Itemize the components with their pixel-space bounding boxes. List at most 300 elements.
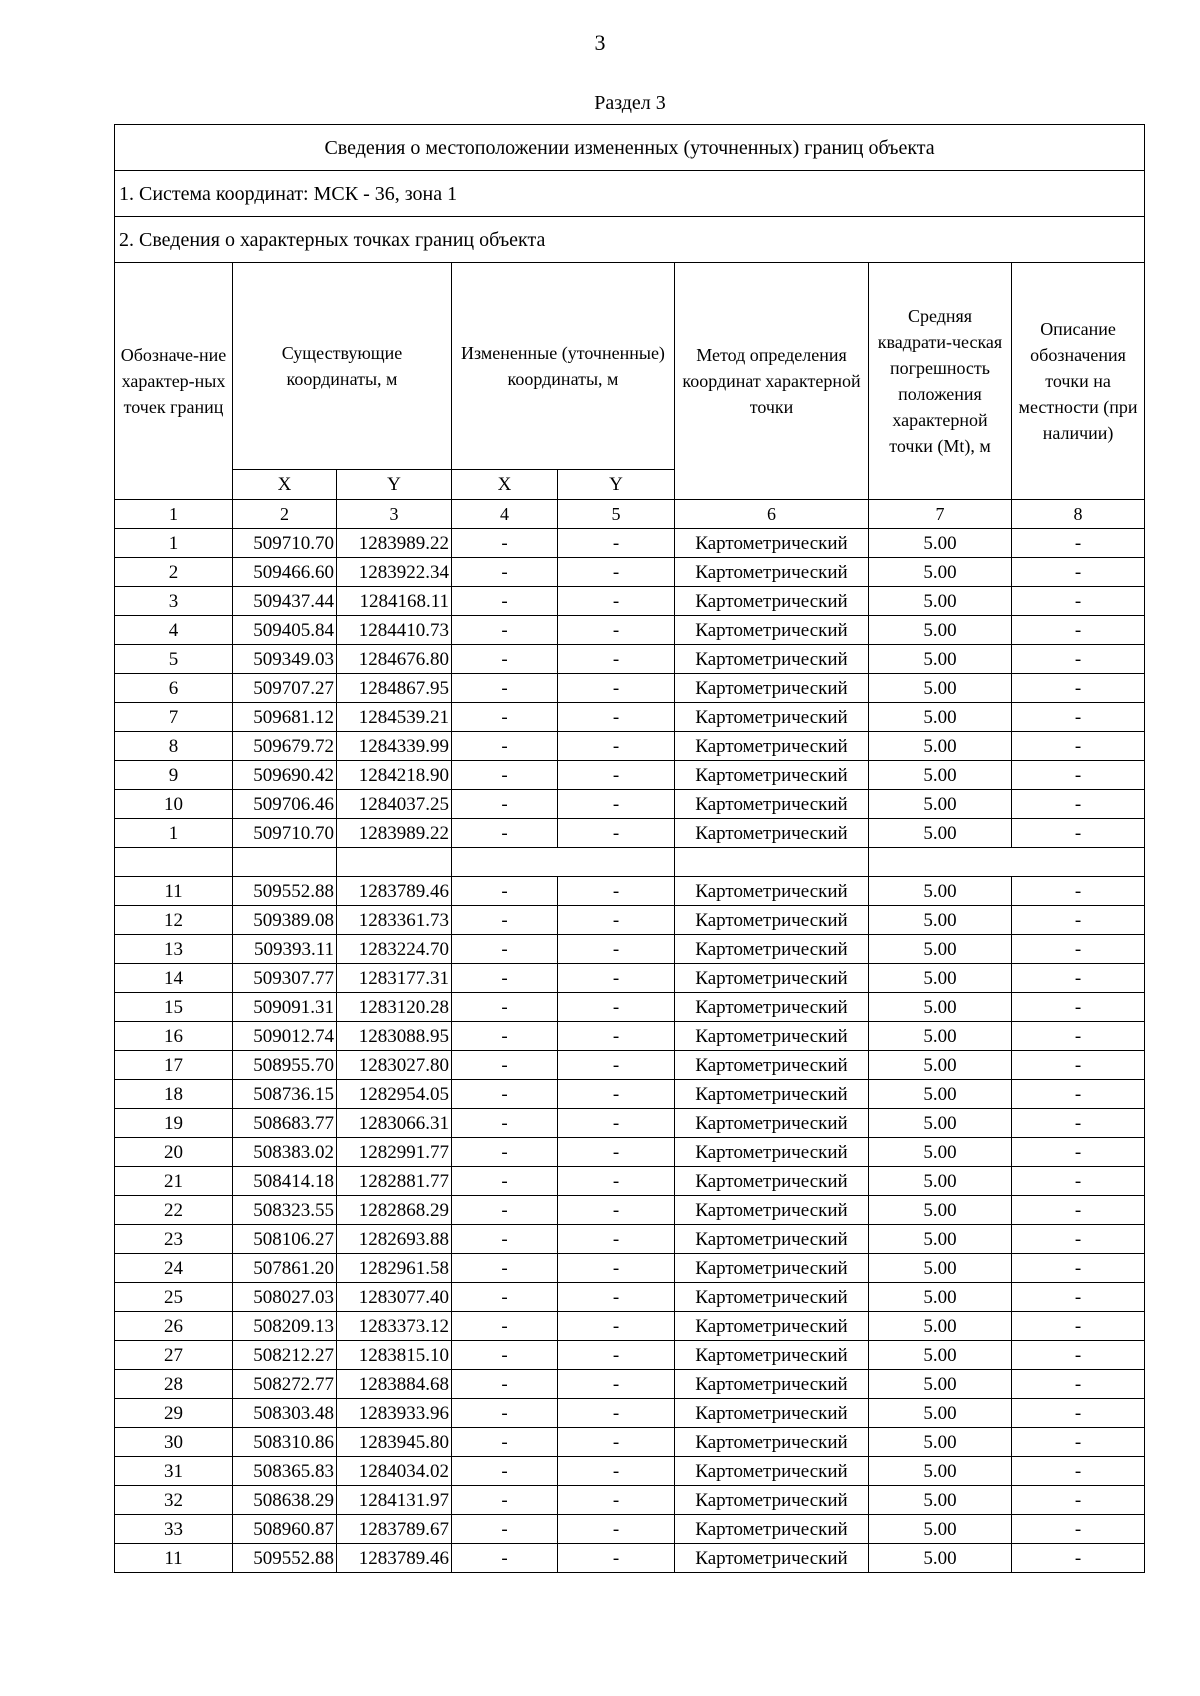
existing-x: 509393.11 bbox=[233, 935, 337, 964]
method: Картометрический bbox=[675, 1080, 869, 1109]
existing-x: 508303.48 bbox=[233, 1399, 337, 1428]
header-method: Метод определения координат характерной точки bbox=[675, 263, 869, 500]
column-number: 1 bbox=[115, 500, 233, 529]
mt-value: 5.00 bbox=[869, 964, 1012, 993]
existing-y: 1284410.73 bbox=[337, 616, 452, 645]
changed-x: - bbox=[452, 819, 558, 848]
table-row bbox=[115, 935, 1145, 964]
changed-x: - bbox=[452, 877, 558, 906]
existing-y: 1282991.77 bbox=[337, 1138, 452, 1167]
existing-y: 1283789.46 bbox=[337, 1544, 452, 1573]
description: - bbox=[1012, 935, 1145, 964]
method: Картометрический bbox=[675, 1138, 869, 1167]
table-row bbox=[115, 732, 1145, 761]
points-info-heading: 2. Сведения о характерных точках границ объекта bbox=[115, 217, 1145, 263]
description: - bbox=[1012, 906, 1145, 935]
changed-x: - bbox=[452, 1457, 558, 1486]
mt-value: 5.00 bbox=[869, 1544, 1012, 1573]
mt-value: 5.00 bbox=[869, 587, 1012, 616]
description: - bbox=[1012, 1428, 1145, 1457]
method: Картометрический bbox=[675, 1544, 869, 1573]
mt-value: 5.00 bbox=[869, 732, 1012, 761]
changed-x: - bbox=[452, 1428, 558, 1457]
existing-y: 1284131.97 bbox=[337, 1486, 452, 1515]
method: Картометрический bbox=[675, 558, 869, 587]
table-row bbox=[115, 587, 1145, 616]
point-id: 6 bbox=[115, 674, 233, 703]
point-id: 22 bbox=[115, 1196, 233, 1225]
description: - bbox=[1012, 1225, 1145, 1254]
changed-x: - bbox=[452, 1225, 558, 1254]
existing-x: 509690.42 bbox=[233, 761, 337, 790]
header-error: Средняя квадрати-ческая погрешность положения характерной точки (Mt), м bbox=[869, 263, 1012, 500]
changed-x: - bbox=[452, 1283, 558, 1312]
mt-value: 5.00 bbox=[869, 1225, 1012, 1254]
existing-x: 508955.70 bbox=[233, 1051, 337, 1080]
changed-x: - bbox=[452, 558, 558, 587]
description: - bbox=[1012, 587, 1145, 616]
empty-cell bbox=[233, 848, 337, 877]
table-row bbox=[115, 674, 1145, 703]
point-id: 23 bbox=[115, 1225, 233, 1254]
description: - bbox=[1012, 1515, 1145, 1544]
method: Картометрический bbox=[675, 1167, 869, 1196]
mt-value: 5.00 bbox=[869, 1370, 1012, 1399]
table-row bbox=[115, 1022, 1145, 1051]
mt-value: 5.00 bbox=[869, 877, 1012, 906]
changed-x: - bbox=[452, 1254, 558, 1283]
column-number: 5 bbox=[558, 500, 675, 529]
existing-x: 508323.55 bbox=[233, 1196, 337, 1225]
changed-x: - bbox=[452, 1196, 558, 1225]
changed-x: - bbox=[452, 674, 558, 703]
existing-x: 509091.31 bbox=[233, 993, 337, 1022]
changed-y: - bbox=[558, 587, 675, 616]
method: Картометрический bbox=[675, 993, 869, 1022]
header-changed-y: Y bbox=[558, 470, 675, 500]
description: - bbox=[1012, 616, 1145, 645]
boundary-points-table bbox=[114, 124, 1145, 1573]
mt-value: 5.00 bbox=[869, 1457, 1012, 1486]
description: - bbox=[1012, 645, 1145, 674]
changed-x: - bbox=[452, 703, 558, 732]
existing-x: 508383.02 bbox=[233, 1138, 337, 1167]
changed-x: - bbox=[452, 1138, 558, 1167]
existing-x: 508365.83 bbox=[233, 1457, 337, 1486]
empty-cell bbox=[869, 848, 1145, 877]
table-row bbox=[115, 1254, 1145, 1283]
point-id: 28 bbox=[115, 1370, 233, 1399]
existing-y: 1284676.80 bbox=[337, 645, 452, 674]
header-changed-coordinates: Измененные (уточненные) координаты, м bbox=[452, 263, 675, 470]
column-number: 4 bbox=[452, 500, 558, 529]
mt-value: 5.00 bbox=[869, 1341, 1012, 1370]
point-id: 33 bbox=[115, 1515, 233, 1544]
point-id: 24 bbox=[115, 1254, 233, 1283]
existing-y: 1283789.46 bbox=[337, 877, 452, 906]
mt-value: 5.00 bbox=[869, 674, 1012, 703]
mt-value: 5.00 bbox=[869, 1283, 1012, 1312]
point-id: 1 bbox=[115, 529, 233, 558]
mt-value: 5.00 bbox=[869, 993, 1012, 1022]
existing-x: 508027.03 bbox=[233, 1283, 337, 1312]
point-id: 11 bbox=[115, 1544, 233, 1573]
changed-y: - bbox=[558, 645, 675, 674]
existing-y: 1284867.95 bbox=[337, 674, 452, 703]
table-row bbox=[115, 1109, 1145, 1138]
mt-value: 5.00 bbox=[869, 1196, 1012, 1225]
existing-y: 1283933.96 bbox=[337, 1399, 452, 1428]
table-row bbox=[115, 645, 1145, 674]
mt-value: 5.00 bbox=[869, 1254, 1012, 1283]
description: - bbox=[1012, 674, 1145, 703]
mt-value: 5.00 bbox=[869, 703, 1012, 732]
header-changed-x: X bbox=[452, 470, 558, 500]
method: Картометрический bbox=[675, 703, 869, 732]
existing-y: 1284168.11 bbox=[337, 587, 452, 616]
changed-y: - bbox=[558, 732, 675, 761]
changed-y: - bbox=[558, 1080, 675, 1109]
changed-y: - bbox=[558, 1341, 675, 1370]
changed-y: - bbox=[558, 906, 675, 935]
changed-x: - bbox=[452, 1022, 558, 1051]
section-title: Раздел 3 bbox=[594, 92, 666, 114]
method: Картометрический bbox=[675, 1486, 869, 1515]
method: Картометрический bbox=[675, 906, 869, 935]
existing-x: 509466.60 bbox=[233, 558, 337, 587]
changed-y: - bbox=[558, 1486, 675, 1515]
table-row bbox=[115, 1544, 1145, 1573]
table-row bbox=[115, 1370, 1145, 1399]
method: Картометрический bbox=[675, 674, 869, 703]
existing-x: 507861.20 bbox=[233, 1254, 337, 1283]
changed-x: - bbox=[452, 1544, 558, 1573]
method: Картометрический bbox=[675, 761, 869, 790]
description: - bbox=[1012, 1022, 1145, 1051]
point-id: 15 bbox=[115, 993, 233, 1022]
description: - bbox=[1012, 558, 1145, 587]
changed-y: - bbox=[558, 1225, 675, 1254]
table-row bbox=[115, 1225, 1145, 1254]
changed-y: - bbox=[558, 1457, 675, 1486]
point-id: 1 bbox=[115, 819, 233, 848]
point-id: 18 bbox=[115, 1080, 233, 1109]
point-id: 19 bbox=[115, 1109, 233, 1138]
description: - bbox=[1012, 1283, 1145, 1312]
changed-y: - bbox=[558, 964, 675, 993]
mt-value: 5.00 bbox=[869, 790, 1012, 819]
changed-x: - bbox=[452, 1109, 558, 1138]
description: - bbox=[1012, 877, 1145, 906]
point-id: 2 bbox=[115, 558, 233, 587]
changed-y: - bbox=[558, 1312, 675, 1341]
description: - bbox=[1012, 1312, 1145, 1341]
mt-value: 5.00 bbox=[869, 1138, 1012, 1167]
existing-x: 509552.88 bbox=[233, 1544, 337, 1573]
changed-y: - bbox=[558, 1051, 675, 1080]
mt-value: 5.00 bbox=[869, 616, 1012, 645]
point-id: 30 bbox=[115, 1428, 233, 1457]
existing-x: 508414.18 bbox=[233, 1167, 337, 1196]
changed-y: - bbox=[558, 935, 675, 964]
description: - bbox=[1012, 1457, 1145, 1486]
changed-y: - bbox=[558, 1109, 675, 1138]
changed-y: - bbox=[558, 1544, 675, 1573]
method: Картометрический bbox=[675, 1399, 869, 1428]
table-row bbox=[115, 558, 1145, 587]
separator-row bbox=[115, 848, 1145, 877]
header-designation: Обозначе-ние характер-ных точек границ bbox=[115, 263, 233, 500]
method: Картометрический bbox=[675, 645, 869, 674]
table-row bbox=[115, 1399, 1145, 1428]
changed-x: - bbox=[452, 1399, 558, 1428]
table-row bbox=[115, 1283, 1145, 1312]
existing-y: 1283789.67 bbox=[337, 1515, 452, 1544]
table-row bbox=[115, 1515, 1145, 1544]
point-id: 14 bbox=[115, 964, 233, 993]
mt-value: 5.00 bbox=[869, 1080, 1012, 1109]
description: - bbox=[1012, 1370, 1145, 1399]
mt-value: 5.00 bbox=[869, 645, 1012, 674]
existing-y: 1283120.28 bbox=[337, 993, 452, 1022]
existing-y: 1283989.22 bbox=[337, 529, 452, 558]
description: - bbox=[1012, 761, 1145, 790]
point-id: 16 bbox=[115, 1022, 233, 1051]
mt-value: 5.00 bbox=[869, 1167, 1012, 1196]
description: - bbox=[1012, 529, 1145, 558]
existing-x: 508683.77 bbox=[233, 1109, 337, 1138]
existing-x: 509389.08 bbox=[233, 906, 337, 935]
changed-y: - bbox=[558, 1370, 675, 1399]
existing-x: 508638.29 bbox=[233, 1486, 337, 1515]
existing-y: 1283027.80 bbox=[337, 1051, 452, 1080]
method: Картометрический bbox=[675, 1196, 869, 1225]
description: - bbox=[1012, 1196, 1145, 1225]
column-number: 2 bbox=[233, 500, 337, 529]
description: - bbox=[1012, 1051, 1145, 1080]
method: Картометрический bbox=[675, 877, 869, 906]
table-row bbox=[115, 761, 1145, 790]
table-row bbox=[115, 964, 1145, 993]
header-existing-coordinates: Существующие координаты, м bbox=[233, 263, 452, 470]
mt-value: 5.00 bbox=[869, 1515, 1012, 1544]
changed-y: - bbox=[558, 877, 675, 906]
method: Картометрический bbox=[675, 1051, 869, 1080]
changed-x: - bbox=[452, 616, 558, 645]
mt-value: 5.00 bbox=[869, 558, 1012, 587]
table-row bbox=[115, 616, 1145, 645]
point-id: 11 bbox=[115, 877, 233, 906]
table-row bbox=[115, 1167, 1145, 1196]
changed-x: - bbox=[452, 1515, 558, 1544]
mt-value: 5.00 bbox=[869, 1051, 1012, 1080]
description: - bbox=[1012, 819, 1145, 848]
table-row bbox=[115, 877, 1145, 906]
table-row bbox=[115, 819, 1145, 848]
point-id: 9 bbox=[115, 761, 233, 790]
mt-value: 5.00 bbox=[869, 819, 1012, 848]
empty-cell bbox=[337, 848, 452, 877]
changed-y: - bbox=[558, 790, 675, 819]
existing-y: 1283077.40 bbox=[337, 1283, 452, 1312]
changed-y: - bbox=[558, 616, 675, 645]
mt-value: 5.00 bbox=[869, 935, 1012, 964]
changed-y: - bbox=[558, 819, 675, 848]
point-id: 17 bbox=[115, 1051, 233, 1080]
mt-value: 5.00 bbox=[869, 761, 1012, 790]
column-number: 3 bbox=[337, 500, 452, 529]
changed-y: - bbox=[558, 1196, 675, 1225]
method: Картометрический bbox=[675, 529, 869, 558]
changed-y: - bbox=[558, 1399, 675, 1428]
existing-x: 508212.27 bbox=[233, 1341, 337, 1370]
existing-y: 1284339.99 bbox=[337, 732, 452, 761]
table-row bbox=[115, 1428, 1145, 1457]
empty-cell bbox=[452, 848, 675, 877]
changed-y: - bbox=[558, 558, 675, 587]
existing-y: 1282954.05 bbox=[337, 1080, 452, 1109]
existing-y: 1283177.31 bbox=[337, 964, 452, 993]
changed-y: - bbox=[558, 993, 675, 1022]
method: Картометрический bbox=[675, 1370, 869, 1399]
mt-value: 5.00 bbox=[869, 1428, 1012, 1457]
existing-x: 509012.74 bbox=[233, 1022, 337, 1051]
method: Картометрический bbox=[675, 790, 869, 819]
existing-y: 1282693.88 bbox=[337, 1225, 452, 1254]
table-row bbox=[115, 1138, 1145, 1167]
method: Картометрический bbox=[675, 1225, 869, 1254]
description: - bbox=[1012, 1254, 1145, 1283]
point-id: 5 bbox=[115, 645, 233, 674]
method: Картометрический bbox=[675, 1022, 869, 1051]
header-existing-x: X bbox=[233, 470, 337, 500]
method: Картометрический bbox=[675, 616, 869, 645]
description: - bbox=[1012, 1167, 1145, 1196]
changed-y: - bbox=[558, 1167, 675, 1196]
changed-y: - bbox=[558, 674, 675, 703]
changed-y: - bbox=[558, 761, 675, 790]
existing-x: 508960.87 bbox=[233, 1515, 337, 1544]
existing-x: 508310.86 bbox=[233, 1428, 337, 1457]
existing-x: 509437.44 bbox=[233, 587, 337, 616]
existing-x: 509707.27 bbox=[233, 674, 337, 703]
table-row bbox=[115, 1457, 1145, 1486]
method: Картометрический bbox=[675, 1515, 869, 1544]
point-id: 25 bbox=[115, 1283, 233, 1312]
mt-value: 5.00 bbox=[869, 529, 1012, 558]
existing-y: 1283361.73 bbox=[337, 906, 452, 935]
existing-y: 1283922.34 bbox=[337, 558, 452, 587]
column-number: 6 bbox=[675, 500, 869, 529]
changed-x: - bbox=[452, 732, 558, 761]
description: - bbox=[1012, 1341, 1145, 1370]
existing-x: 509710.70 bbox=[233, 819, 337, 848]
mt-value: 5.00 bbox=[869, 1109, 1012, 1138]
point-id: 26 bbox=[115, 1312, 233, 1341]
changed-x: - bbox=[452, 993, 558, 1022]
table-row bbox=[115, 1051, 1145, 1080]
changed-x: - bbox=[452, 761, 558, 790]
method: Картометрический bbox=[675, 819, 869, 848]
changed-x: - bbox=[452, 1167, 558, 1196]
point-id: 8 bbox=[115, 732, 233, 761]
method: Картометрический bbox=[675, 1457, 869, 1486]
changed-x: - bbox=[452, 964, 558, 993]
header-description: Описание обозначения точки на местности (при наличии) bbox=[1012, 263, 1145, 500]
table-row bbox=[115, 906, 1145, 935]
existing-x: 509307.77 bbox=[233, 964, 337, 993]
existing-x: 509706.46 bbox=[233, 790, 337, 819]
method: Картометрический bbox=[675, 1109, 869, 1138]
empty-cell bbox=[675, 848, 869, 877]
changed-x: - bbox=[452, 1312, 558, 1341]
existing-y: 1283373.12 bbox=[337, 1312, 452, 1341]
mt-value: 5.00 bbox=[869, 906, 1012, 935]
table-row bbox=[115, 1486, 1145, 1515]
existing-x: 509710.70 bbox=[233, 529, 337, 558]
mt-value: 5.00 bbox=[869, 1312, 1012, 1341]
table-row bbox=[115, 703, 1145, 732]
changed-y: - bbox=[558, 1138, 675, 1167]
point-id: 27 bbox=[115, 1341, 233, 1370]
description: - bbox=[1012, 1138, 1145, 1167]
changed-x: - bbox=[452, 935, 558, 964]
description: - bbox=[1012, 1399, 1145, 1428]
description: - bbox=[1012, 1080, 1145, 1109]
existing-y: 1282961.58 bbox=[337, 1254, 452, 1283]
table-row bbox=[115, 1196, 1145, 1225]
method: Картометрический bbox=[675, 935, 869, 964]
existing-y: 1284037.25 bbox=[337, 790, 452, 819]
description: - bbox=[1012, 1109, 1145, 1138]
point-id: 4 bbox=[115, 616, 233, 645]
changed-x: - bbox=[452, 587, 558, 616]
mt-value: 5.00 bbox=[869, 1022, 1012, 1051]
existing-y: 1284218.90 bbox=[337, 761, 452, 790]
column-number: 8 bbox=[1012, 500, 1145, 529]
mt-value: 5.00 bbox=[869, 1399, 1012, 1428]
point-id: 29 bbox=[115, 1399, 233, 1428]
method: Картометрический bbox=[675, 587, 869, 616]
existing-x: 508209.13 bbox=[233, 1312, 337, 1341]
changed-x: - bbox=[452, 1486, 558, 1515]
method: Картометрический bbox=[675, 1312, 869, 1341]
changed-x: - bbox=[452, 1051, 558, 1080]
existing-y: 1284539.21 bbox=[337, 703, 452, 732]
point-id: 10 bbox=[115, 790, 233, 819]
changed-y: - bbox=[558, 1022, 675, 1051]
header-existing-y: Y bbox=[337, 470, 452, 500]
table-row bbox=[115, 1080, 1145, 1109]
description: - bbox=[1012, 790, 1145, 819]
existing-x: 509552.88 bbox=[233, 877, 337, 906]
description: - bbox=[1012, 1544, 1145, 1573]
changed-x: - bbox=[452, 906, 558, 935]
changed-y: - bbox=[558, 703, 675, 732]
existing-y: 1283088.95 bbox=[337, 1022, 452, 1051]
description: - bbox=[1012, 964, 1145, 993]
point-id: 31 bbox=[115, 1457, 233, 1486]
changed-x: - bbox=[452, 529, 558, 558]
method: Картометрический bbox=[675, 1428, 869, 1457]
point-id: 12 bbox=[115, 906, 233, 935]
point-id: 3 bbox=[115, 587, 233, 616]
changed-y: - bbox=[558, 1283, 675, 1312]
empty-cell bbox=[115, 848, 233, 877]
point-id: 20 bbox=[115, 1138, 233, 1167]
table-row bbox=[115, 790, 1145, 819]
existing-x: 509679.72 bbox=[233, 732, 337, 761]
